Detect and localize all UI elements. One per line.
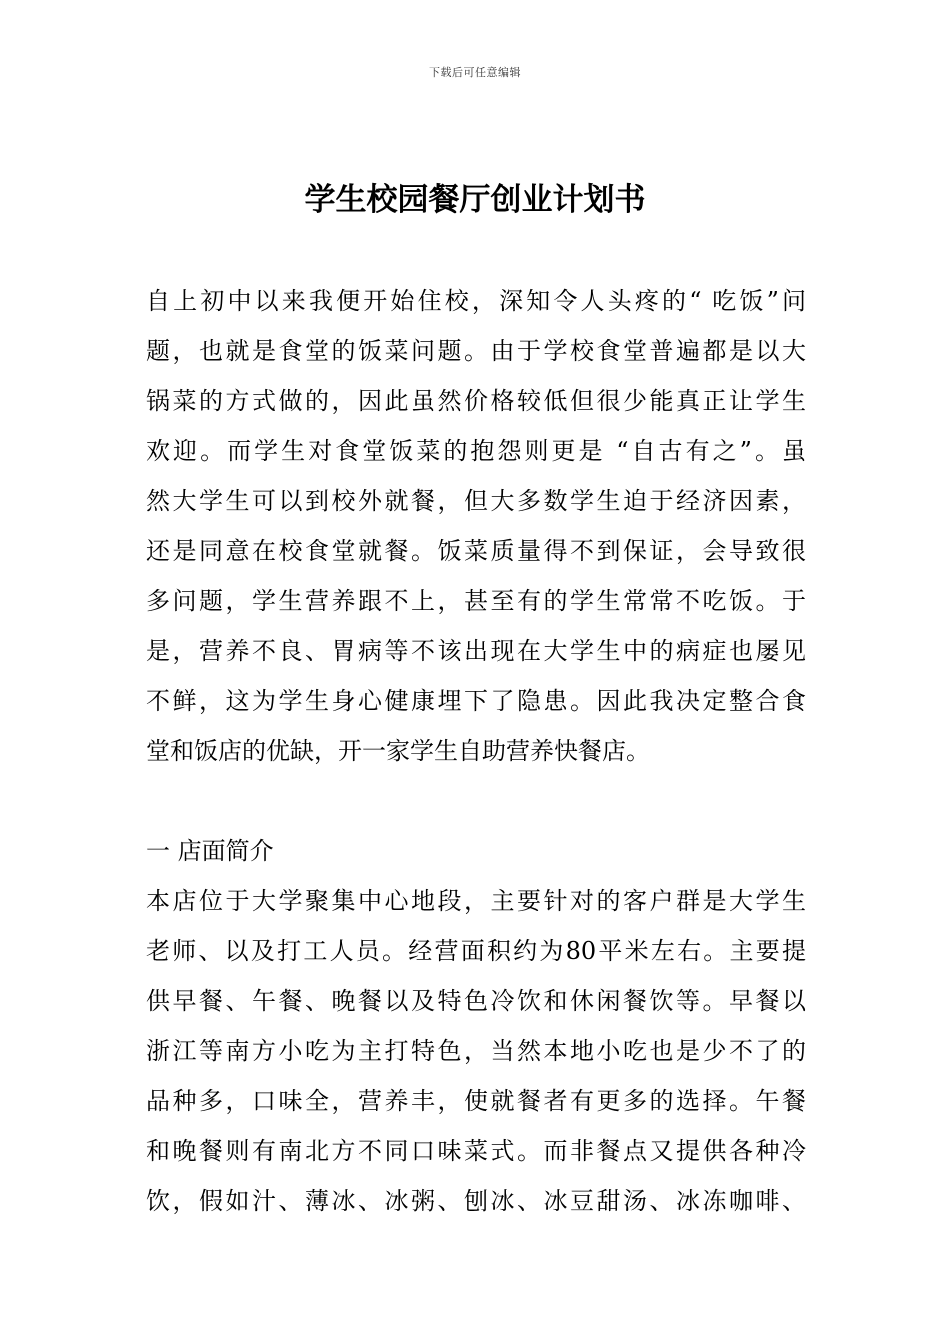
paragraph-line: 品种多，口味全，营养丰，使就餐者有更多的选择。午餐 <box>146 1087 806 1115</box>
section-paragraph <box>146 876 806 1226</box>
paragraph-line: 浙江等南方小吃为主打特色，当然本地小吃也是少不了的 <box>146 1037 806 1065</box>
paragraph-line: 本店位于大学聚集中心地段，主要针对的客户群是大学生 <box>146 887 806 915</box>
paragraph-line: 自上初中以来我便开始住校，深知令人头疼的“ 吃饭”问 <box>146 287 806 315</box>
intro-paragraph <box>146 276 806 776</box>
paragraph-line: 是，营养不良、胃病等不该出现在大学生中的病症也屡见 <box>146 637 806 665</box>
page-header-note: 下载后可任意编辑 <box>429 66 521 79</box>
paragraph-line: 锅菜的方式做的，因此虽然价格较低但很少能真正让学生 <box>146 387 806 415</box>
paragraph-line: 还是同意在校食堂就餐。饭菜质量得不到保证，会导致很 <box>146 537 806 565</box>
paragraph-line: 堂和饭店的优缺，开一家学生自助营养快餐店。 <box>146 737 650 765</box>
paragraph-line: 老师、以及打工人员。经营面积约为80平米左右。主要提 <box>146 937 806 965</box>
paragraph-line: 然大学生可以到校外就餐，但大多数学生迫于经济因素， <box>146 487 806 515</box>
paragraph-line: 不鲜，这为学生身心健康埋下了隐患。因此我决定整合食 <box>146 687 806 715</box>
section-heading: 一 店面简介 <box>146 837 274 865</box>
paragraph-line: 供早餐、午餐、晚餐以及特色冷饮和休闲餐饮等。早餐以 <box>146 987 806 1015</box>
paragraph-line: 和晚餐则有南北方不同口味菜式。而非餐点又提供各种冷 <box>146 1137 806 1165</box>
paragraph-line: 多问题，学生营养跟不上，甚至有的学生常常不吃饭。于 <box>146 587 806 615</box>
paragraph-line: 题，也就是食堂的饭菜问题。由于学校食堂普遍都是以大 <box>146 337 806 365</box>
document-title: 学生校园餐厅创业计划书 <box>304 182 646 218</box>
paragraph-line: 饮，假如汁、薄冰、冰粥、刨冰、冰豆甜汤、冰冻咖啡、 <box>146 1187 806 1215</box>
paragraph-spacer <box>146 776 806 826</box>
paragraph-line: 欢迎。而学生对食堂饭菜的抱怨则更是 “自古有之”。虽 <box>146 437 806 465</box>
document-body <box>146 276 806 1226</box>
